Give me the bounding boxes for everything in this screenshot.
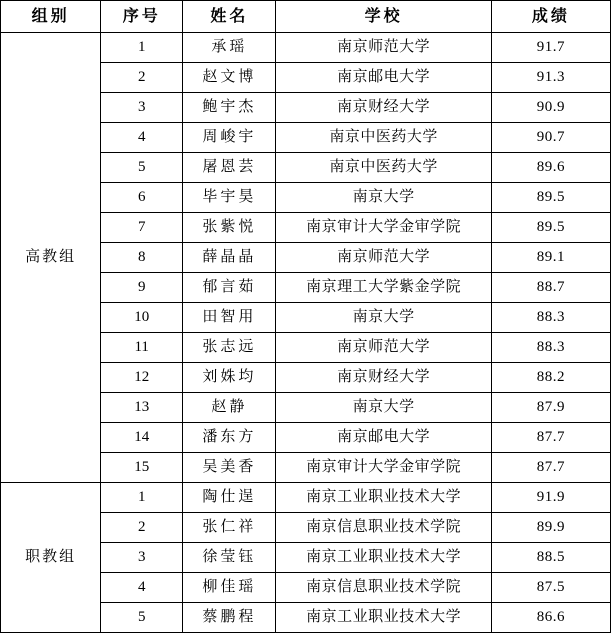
- name-cell: 周峻宇: [183, 123, 276, 153]
- index-cell: 7: [101, 213, 183, 243]
- score-cell: 87.5: [491, 573, 610, 603]
- name-cell: 郁言茹: [183, 273, 276, 303]
- school-cell: 南京邮电大学: [276, 423, 491, 453]
- score-cell: 86.6: [491, 603, 610, 633]
- score-cell: 87.7: [491, 423, 610, 453]
- score-cell: 90.7: [491, 123, 610, 153]
- index-cell: 6: [101, 183, 183, 213]
- index-cell: 11: [101, 333, 183, 363]
- school-cell: 南京信息职业技术学院: [276, 513, 491, 543]
- index-cell: 4: [101, 123, 183, 153]
- score-cell: 89.5: [491, 213, 610, 243]
- score-cell: 88.7: [491, 273, 610, 303]
- school-cell: 南京财经大学: [276, 93, 491, 123]
- index-cell: 1: [101, 33, 183, 63]
- school-cell: 南京大学: [276, 393, 491, 423]
- school-cell: 南京审计大学金审学院: [276, 453, 491, 483]
- index-cell: 2: [101, 513, 183, 543]
- score-cell: 90.9: [491, 93, 610, 123]
- column-header-index: 序号: [101, 1, 183, 33]
- school-cell: 南京大学: [276, 303, 491, 333]
- school-cell: 南京师范大学: [276, 33, 491, 63]
- score-cell: 88.3: [491, 333, 610, 363]
- name-cell: 薛晶晶: [183, 243, 276, 273]
- score-cell: 89.1: [491, 243, 610, 273]
- index-cell: 2: [101, 63, 183, 93]
- name-cell: 赵静: [183, 393, 276, 423]
- index-cell: 15: [101, 453, 183, 483]
- score-cell: 91.3: [491, 63, 610, 93]
- table-row: [1, 483, 611, 513]
- table-header: [1, 1, 611, 33]
- score-cell: 88.3: [491, 303, 610, 333]
- index-cell: 5: [101, 153, 183, 183]
- school-cell: 南京信息职业技术学院: [276, 573, 491, 603]
- name-cell: 承瑶: [183, 33, 276, 63]
- name-cell: 赵文博: [183, 63, 276, 93]
- column-header-score: 成绩: [491, 1, 610, 33]
- index-cell: 5: [101, 603, 183, 633]
- name-cell: 徐莹钰: [183, 543, 276, 573]
- index-cell: 3: [101, 93, 183, 123]
- name-cell: 毕宇昊: [183, 183, 276, 213]
- school-cell: 南京大学: [276, 183, 491, 213]
- name-cell: 吴美香: [183, 453, 276, 483]
- school-cell: 南京审计大学金审学院: [276, 213, 491, 243]
- table-body: [1, 33, 611, 633]
- index-cell: 8: [101, 243, 183, 273]
- group-cell: 高教组: [1, 33, 101, 483]
- name-cell: 屠恩芸: [183, 153, 276, 183]
- name-cell: 蔡鹏程: [183, 603, 276, 633]
- score-cell: 89.6: [491, 153, 610, 183]
- name-cell: 张紫悦: [183, 213, 276, 243]
- score-cell: 91.7: [491, 33, 610, 63]
- name-cell: 鲍宇杰: [183, 93, 276, 123]
- index-cell: 1: [101, 483, 183, 513]
- column-header-school: 学校: [276, 1, 491, 33]
- index-cell: 4: [101, 573, 183, 603]
- score-cell: 88.5: [491, 543, 610, 573]
- score-cell: 87.7: [491, 453, 610, 483]
- table-header-row: [1, 1, 611, 33]
- index-cell: 3: [101, 543, 183, 573]
- name-cell: 田智用: [183, 303, 276, 333]
- school-cell: 南京理工大学紫金学院: [276, 273, 491, 303]
- column-header-name: 姓名: [183, 1, 276, 33]
- score-cell: 87.9: [491, 393, 610, 423]
- school-cell: 南京工业职业技术大学: [276, 483, 491, 513]
- school-cell: 南京邮电大学: [276, 63, 491, 93]
- school-cell: 南京工业职业技术大学: [276, 543, 491, 573]
- name-cell: 陶仕逞: [183, 483, 276, 513]
- name-cell: 潘东方: [183, 423, 276, 453]
- school-cell: 南京中医药大学: [276, 123, 491, 153]
- school-cell: 南京师范大学: [276, 243, 491, 273]
- index-cell: 14: [101, 423, 183, 453]
- score-cell: 88.2: [491, 363, 610, 393]
- index-cell: 10: [101, 303, 183, 333]
- index-cell: 9: [101, 273, 183, 303]
- table-row: [1, 33, 611, 63]
- score-cell: 91.9: [491, 483, 610, 513]
- school-cell: 南京工业职业技术大学: [276, 603, 491, 633]
- school-cell: 南京师范大学: [276, 333, 491, 363]
- name-cell: 柳佳瑶: [183, 573, 276, 603]
- name-cell: 张志远: [183, 333, 276, 363]
- column-header-group: 组别: [1, 1, 101, 33]
- score-cell: 89.5: [491, 183, 610, 213]
- name-cell: 张仁祥: [183, 513, 276, 543]
- name-cell: 刘姝均: [183, 363, 276, 393]
- index-cell: 12: [101, 363, 183, 393]
- group-cell: 职教组: [1, 483, 101, 633]
- index-cell: 13: [101, 393, 183, 423]
- school-cell: 南京中医药大学: [276, 153, 491, 183]
- score-cell: 89.9: [491, 513, 610, 543]
- school-cell: 南京财经大学: [276, 363, 491, 393]
